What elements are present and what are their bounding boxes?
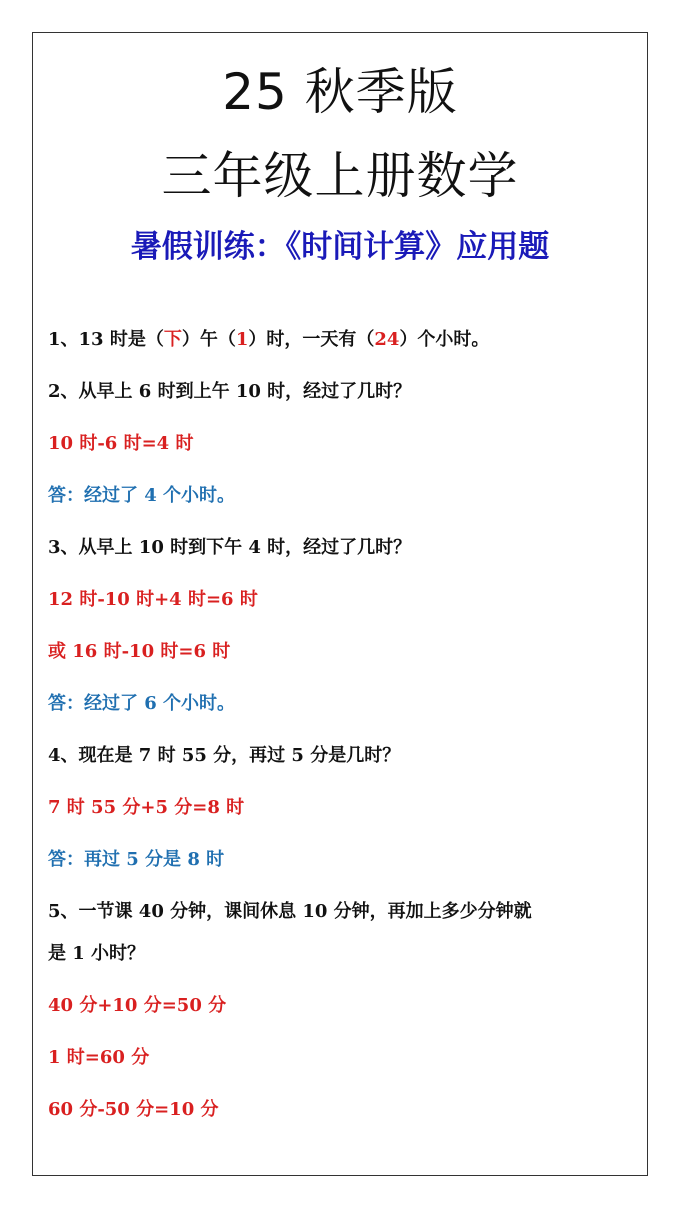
question-1-answer-1: 下: [163, 329, 182, 350]
question-1-answer-3: 24: [374, 329, 400, 350]
question-3-calculation-1: 12 时-10 时+4 时=6 时: [48, 589, 258, 610]
question-1-text-1: 1、13 时是（: [48, 329, 164, 350]
question-3-answer: 答：经过了 6 个小时。: [48, 693, 236, 714]
question-1-text-3: ）时，一天有（: [248, 329, 375, 350]
question-5-calculation-2: 1 时=60 分: [48, 1047, 150, 1068]
question-1-text-2: ）午（: [181, 329, 236, 350]
subtitle: 暑假训练：《时间计算》应用题: [130, 229, 550, 265]
question-2-calculation: 10 时-6 时=4 时: [48, 433, 194, 454]
question-1: [48, 326, 638, 354]
title-line-2: 三年级上册数学: [161, 147, 519, 205]
question-4: 4、现在是 7 时 55 分，再过 5 分是几时？: [48, 745, 401, 766]
question-3-calculation-2: 或 16 时-10 时=6 时: [48, 641, 231, 662]
question-5-calculation-1: 40 分+10 分=50 分: [48, 995, 227, 1016]
question-2: 2、从早上 6 时到上午 10 时，经过了几时？: [48, 381, 412, 402]
question-5-line-2: 是 1 小时？: [48, 943, 146, 964]
question-2-answer: 答：经过了 4 个小时。: [48, 485, 236, 506]
question-5-line-1: 5、一节课 40 分钟，课间休息 10 分钟，再加上多少分钟就: [48, 901, 532, 922]
title-line-1: 25 秋季版: [222, 63, 458, 121]
question-4-answer: 答：再过 5 分是 8 时: [48, 849, 225, 870]
question-5-calculation-3: 60 分-50 分=10 分: [48, 1099, 219, 1120]
question-1-answer-2: 1: [235, 329, 249, 350]
question-4-calculation: 7 时 55 分+5 分=8 时: [48, 797, 245, 818]
question-3: 3、从早上 10 时到下午 4 时，经过了几时？: [48, 537, 412, 558]
question-1-text-4: ）个小时。: [399, 329, 490, 350]
